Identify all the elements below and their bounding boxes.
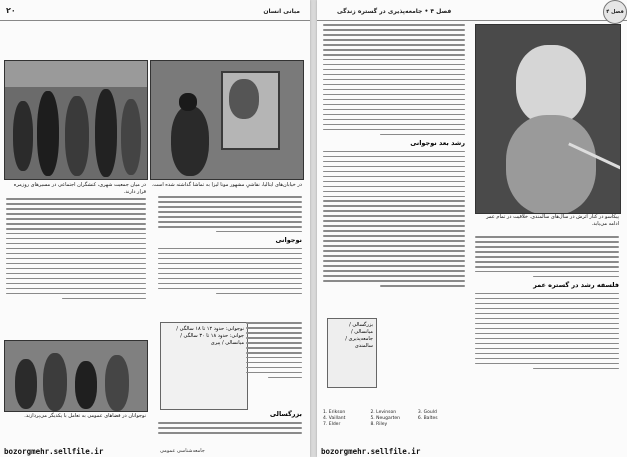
adulthood-section (158, 408, 302, 437)
left-footer-text: جامعه‌شناسی عمومی (160, 448, 205, 454)
section-heading-adolescence: نوجوانی (275, 235, 302, 244)
teens-photo-caption: نوجوانان در فضاهای عمومی به تعامل با یکدیگر می‌پردازند. (24, 413, 146, 419)
running-title: مبانی انسان (263, 8, 300, 15)
left-page-right-column (158, 196, 302, 298)
painting-photo (150, 60, 304, 180)
left-page-left-column (6, 198, 146, 303)
left-page-header (0, 0, 310, 21)
right-footer-url: bozorgmehr.sellfile.ir (321, 447, 421, 456)
reference-item: 6. Baltes (417, 416, 438, 421)
teens-photo (4, 340, 148, 412)
right-page-header (317, 0, 627, 21)
crowd-photo (4, 60, 148, 180)
heading-post-adolescence: رشد بعد نوجوانی (410, 138, 465, 147)
reference-item: 3. Gould (417, 410, 437, 415)
right-page-right-column (475, 236, 619, 373)
reference-item: 8. Riley (370, 422, 388, 427)
box-side-text (246, 322, 302, 382)
reference-item: 5. Neugarten (370, 416, 400, 421)
heading-lifespan: فلسفه رشد در گستره عمر (533, 280, 619, 289)
running-title-right: فصل ۴ • جامعه‌پذیری در گستره زندگی (337, 8, 452, 15)
reference-item: 4. Vaillant (323, 416, 346, 421)
picasso-photo (475, 24, 621, 214)
left-page (0, 0, 310, 457)
page-number: ٢٠ (6, 6, 16, 15)
picasso-photo-caption: پیکاسو در کنار اثرش در سال‌های سالمندی. خلاقیت در تمام عمر ادامه می‌یابد. (486, 214, 619, 227)
references-list (323, 410, 467, 428)
left-footer-url: bozorgmehr.sellfile.ir (4, 447, 104, 456)
stages-box: نوجوانی: حدود ١٢ تا ١٨ سالگی / جوانی: حدود ١٨ تا ٣٠ سالگی / میانسالی / پیری (160, 322, 248, 410)
crowd-photo-caption: در میان جمعیت شهری، کنشگران اجتماعی در مسیرهای روزمره قرار دارند. (13, 182, 146, 195)
chapter-badge: فصل ۴ (603, 0, 627, 24)
section-heading-adulthood: بزرگسالی (269, 410, 302, 418)
reference-item: 1. Erikson (323, 410, 346, 415)
reference-item: 7. Elder (323, 422, 341, 427)
painting-photo-caption: در خیابان‌های ایتالیا، نقاشیِ مشهور مونا لیزا به تماشا گذاشته شده است. (151, 182, 302, 188)
reference-item: 2. Levinson (370, 410, 397, 415)
right-page (317, 0, 627, 457)
right-page-left-column (323, 24, 465, 290)
sidebar-note: بزرگسالی / میانسالی / جامعه‌پذیری / سالمندی (327, 318, 377, 388)
